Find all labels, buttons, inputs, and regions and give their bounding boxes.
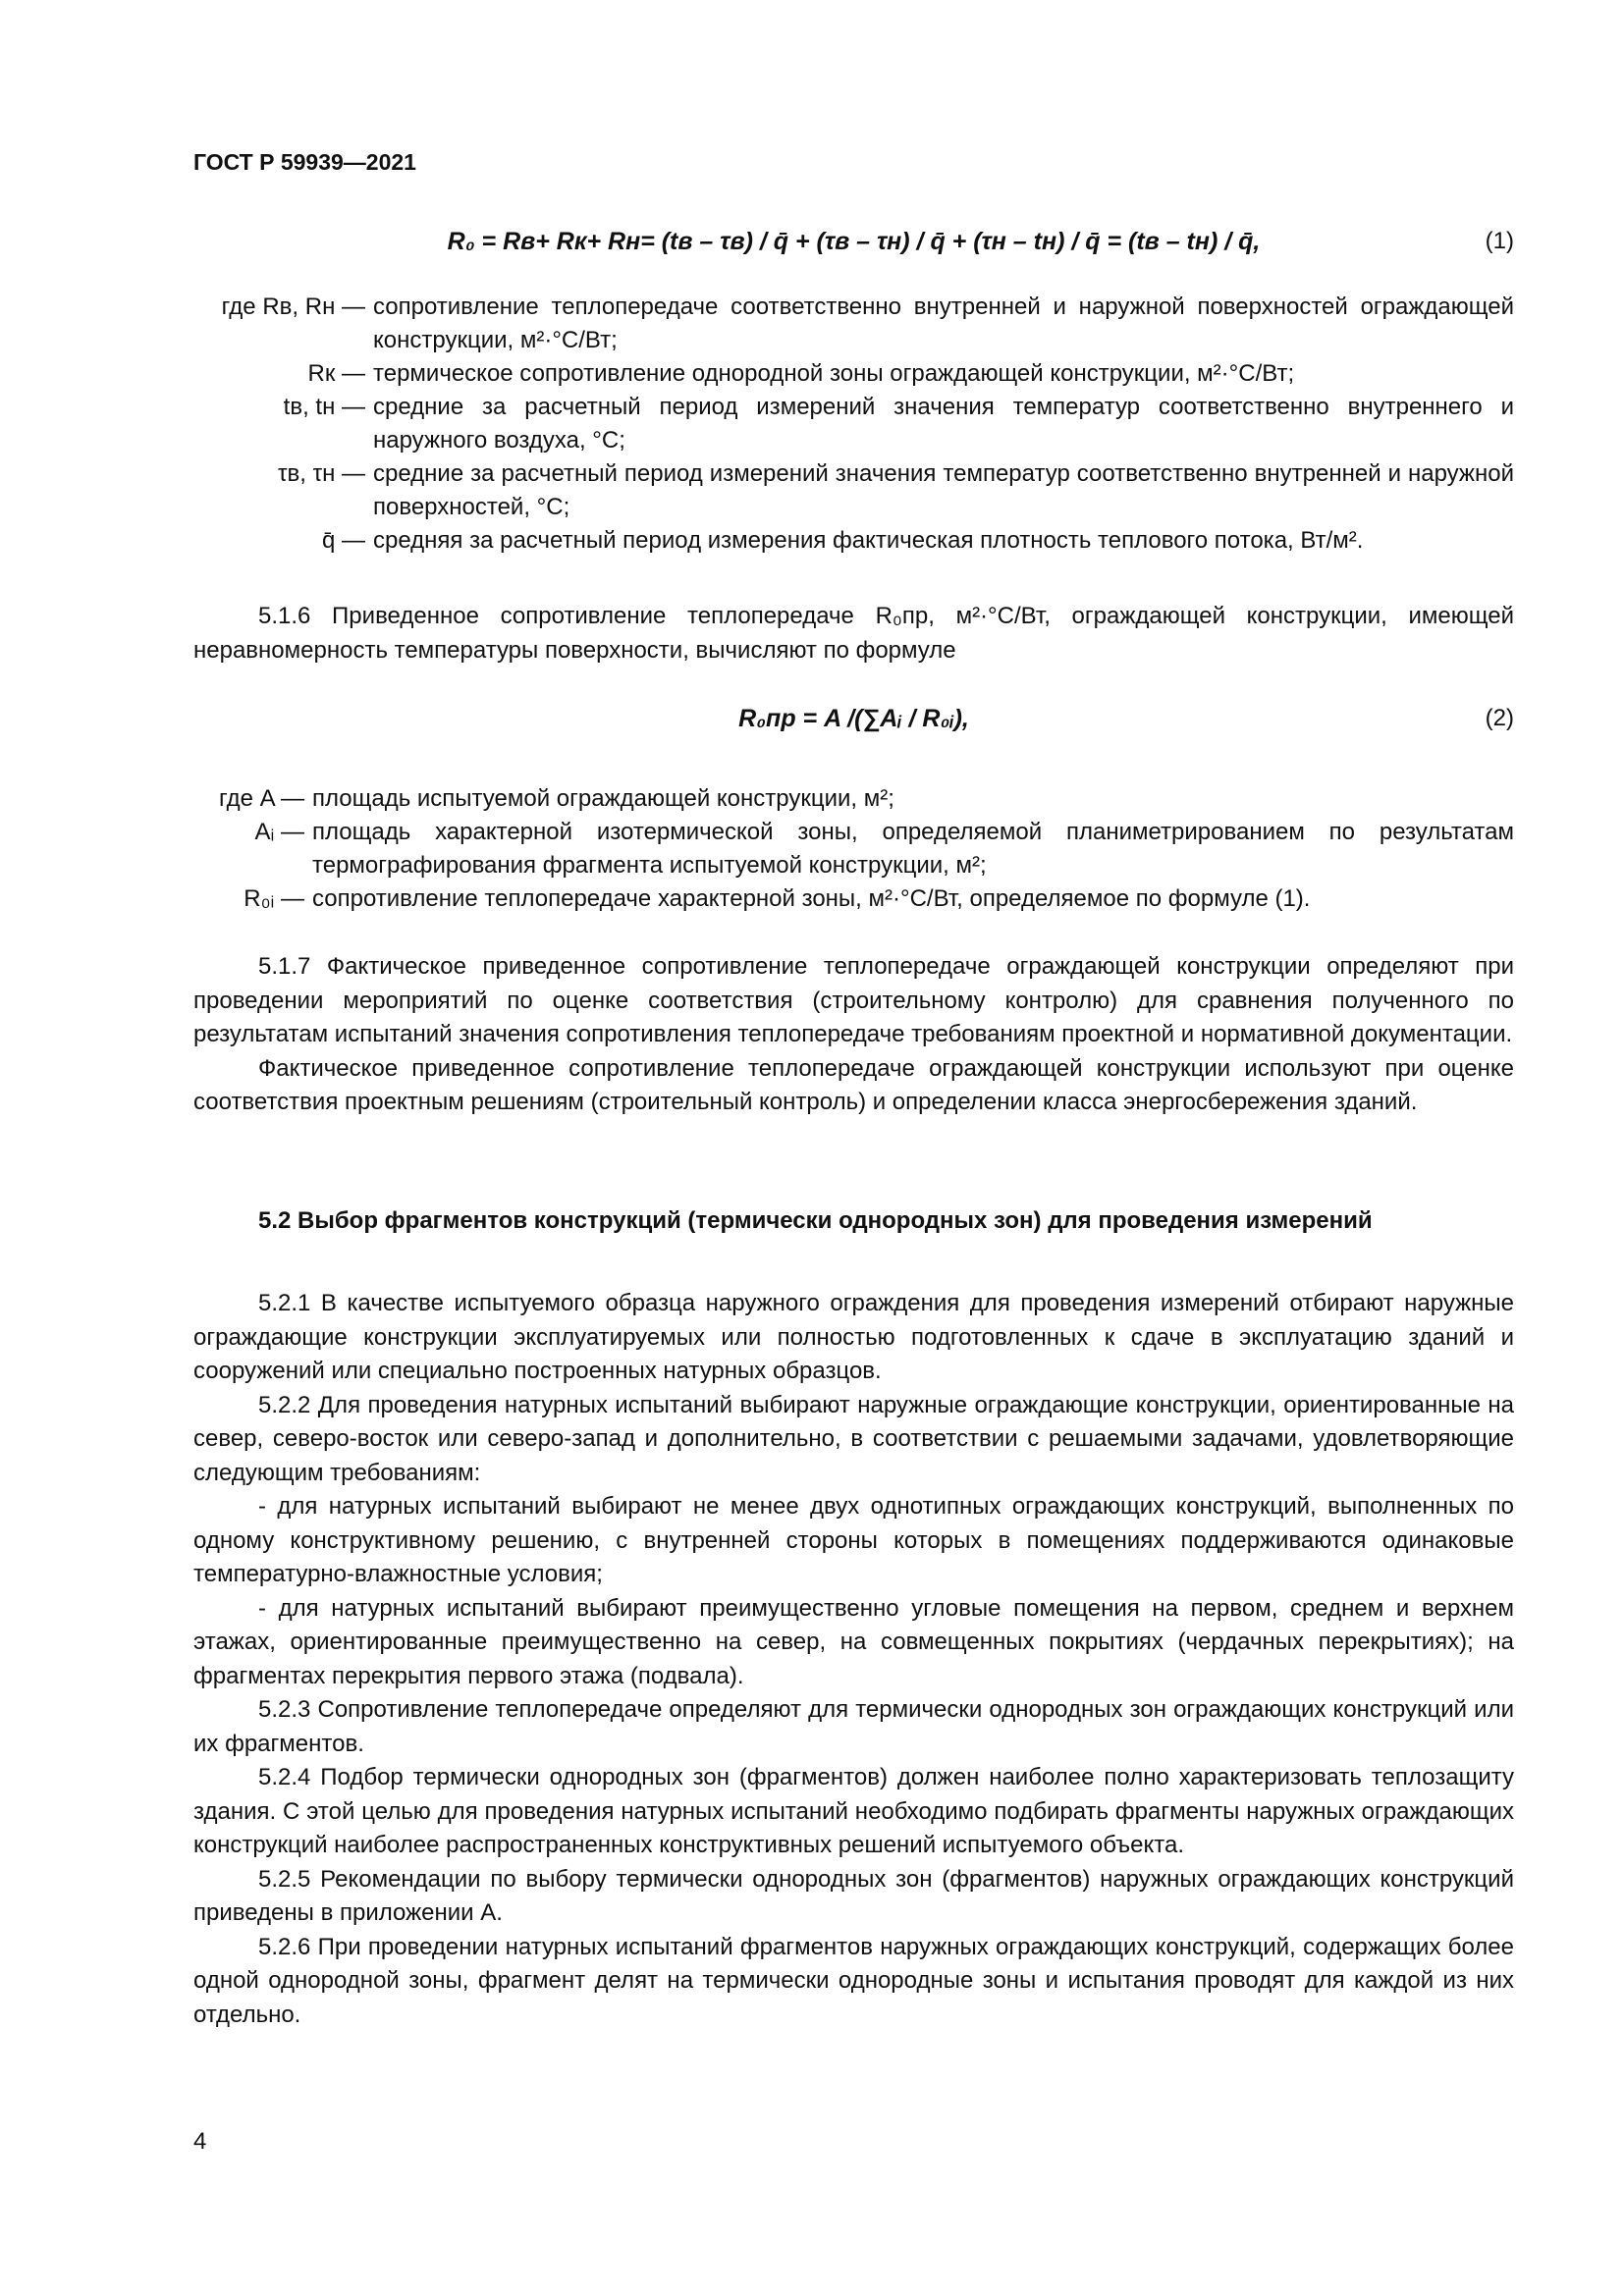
legend-row bbox=[193, 391, 1514, 457]
legend-symbol: где Rв, Rн — bbox=[221, 294, 365, 320]
section-5-2-heading: 5.2 Выбор фрагментов конструкций (термически однородных зон) для проведения измерений bbox=[258, 1207, 1373, 1234]
legend-symbol: где A — bbox=[218, 785, 304, 812]
legend-row bbox=[193, 357, 1514, 391]
section-5-2-body bbox=[193, 1287, 1514, 2032]
list-item-requirement-2: - для натурных испытаний выбирают преимущественно угловые помещения на первом, среднем и верхнем этажах, ориентированные преимущественно на север, на совмещенных покрытиях (чердачных перекрытиях); на фрагментах перекрытия первого этажа (подвала). bbox=[193, 1594, 1514, 1689]
legend-description: средние за расчетный период измерений значения температур соответственно внутренней и наружной поверхностей, °С; bbox=[373, 460, 1514, 520]
legend-symbol: Aᵢ — bbox=[254, 819, 304, 845]
document-header: ГОСТ Р 59939—2021 bbox=[193, 149, 416, 175]
paragraph-5-2-1: 5.2.1 В качестве испытуемого образца наружного ограждения для проведения измерений отбирают наружные ограждающие конструкции эксплуатируемых или полностью подготовленных к сдаче в эксплуатацию зданий и сооружений или специально построенных натурных образцов. bbox=[193, 1290, 1514, 1384]
paragraph-5-2-2: 5.2.2 Для проведения натурных испытаний выбирают наружные ограждающие конструкции, ориентированные на север, северо-восток или северо-запад и дополнительно, в соответствии с решаемыми задачами, удовлетворяющие следующим требованиям: bbox=[193, 1391, 1514, 1486]
formula-1 bbox=[193, 228, 1514, 256]
paragraph-5-2-4: 5.2.4 Подбор термически однородных зон (фрагментов) должен наиболее полно характеризовать теплозащиту здания. С этой целью для проведения натурных испытаний необходимо подбирать фрагменты наружных ограждающих конструкций наиболее распространенных конструктивных решений испытуемого объекта. bbox=[193, 1764, 1514, 1858]
legend-row bbox=[193, 782, 1514, 816]
legend-symbol: τв, τн — bbox=[278, 460, 365, 487]
paragraph-5-2-3: 5.2.3 Сопротивление теплопередаче определяют для термически однородных зон ограждающих конструкций или их фрагментов. bbox=[193, 1696, 1514, 1757]
formula-2-number: (2) bbox=[1485, 705, 1514, 731]
paragraph-5-2-6: 5.2.6 При проведении натурных испытаний фрагментов наружных ограждающих конструкций, содержащих более одной однородной зоны, фрагмент делят на термически однородные зоны и испытания проводят для каждой из них отдельно. bbox=[193, 1933, 1514, 2028]
formula-2-legend bbox=[193, 782, 1514, 916]
legend-description: сопротивление теплопередаче соответственно внутренней и наружной поверхностей ограждающей конструкции, м²·°С/Вт; bbox=[373, 294, 1514, 353]
legend-symbol: R₀ᵢ — bbox=[244, 885, 304, 912]
legend-row bbox=[193, 291, 1514, 357]
legend-description: площадь характерной изотермической зоны, определяемой планиметрированием по результатам термографирования фрагмента испытуемой конструкции, м²; bbox=[312, 819, 1514, 879]
legend-description: площадь испытуемой ограждающей конструкции, м²; bbox=[312, 785, 894, 812]
legend-symbol: tв, tн — bbox=[283, 394, 365, 420]
paragraph-5-1-6: 5.1.6 Приведенное сопротивление теплопередаче R₀пр, м²·°С/Вт, ограждающей конструкции, имеющей неравномерность температуры поверхности, вычисляют по формуле bbox=[193, 603, 1514, 664]
legend-row bbox=[193, 816, 1514, 882]
paragraph-5-1-6-block bbox=[193, 600, 1514, 667]
page-number: 4 bbox=[193, 2128, 207, 2155]
paragraph-5-1-7-cont: Фактическое приведенное сопротивление теплопередаче ограждающей конструкции используют при оценке соответствия проектным решениям (строительный контроль) и определении класса энергосбережения зданий. bbox=[193, 1054, 1514, 1115]
formula-1-number: (1) bbox=[1485, 228, 1514, 254]
paragraph-5-1-7-block bbox=[193, 950, 1514, 1120]
formula-1-legend bbox=[193, 291, 1514, 558]
formula-2 bbox=[193, 705, 1514, 733]
formula-1-expression: R₀ = Rв+ Rк+ Rн= (tв – τв) / q̄ + (τв – τн) / q̄ + (τн – tн) / q̄ = (tв – tн) / q̄, bbox=[447, 228, 1261, 255]
legend-symbol: Rк — bbox=[307, 360, 365, 387]
legend-description: термическое сопротивление однородной зоны ограждающей конструкции, м²·°С/Вт; bbox=[373, 360, 1295, 387]
legend-symbol: q̄ — bbox=[321, 527, 365, 554]
legend-row bbox=[193, 524, 1514, 558]
legend-description: сопротивление теплопередаче характерной зоны, м²·°С/Вт, определяемое по формуле (1). bbox=[312, 885, 1311, 912]
paragraph-5-1-7: 5.1.7 Фактическое приведенное сопротивление теплопередаче ограждающей конструкции определяют при проведении мероприятий по оценке соответствия (строительному контролю) для сравнения полученного по результатам испытаний значения сопротивления теплопередаче требованиям проектной и нормативной документации. bbox=[193, 953, 1514, 1047]
list-item-requirement-1: - для натурных испытаний выбирают не менее двух однотипных ограждающих конструкций, выполненных по одному конструктивному решению, с внутренней стороны которых в помещениях поддерживаются одинаковые температурно-влажностные условия; bbox=[193, 1493, 1514, 1587]
paragraph-5-2-5: 5.2.5 Рекомендации по выбору термически однородных зон (фрагментов) наружных ограждающих конструкций приведены в приложении А. bbox=[193, 1865, 1514, 1926]
formula-2-expression: R₀пр = A /(∑Aᵢ / R₀ᵢ), bbox=[738, 705, 969, 732]
legend-description: средние за расчетный период измерений значения температур соответственно внутреннего и наружного воздуха, °С; bbox=[373, 394, 1514, 454]
legend-description: средняя за расчетный период измерения фактическая плотность теплового потока, Вт/м². bbox=[373, 527, 1364, 554]
legend-row bbox=[193, 882, 1514, 916]
legend-row bbox=[193, 457, 1514, 524]
